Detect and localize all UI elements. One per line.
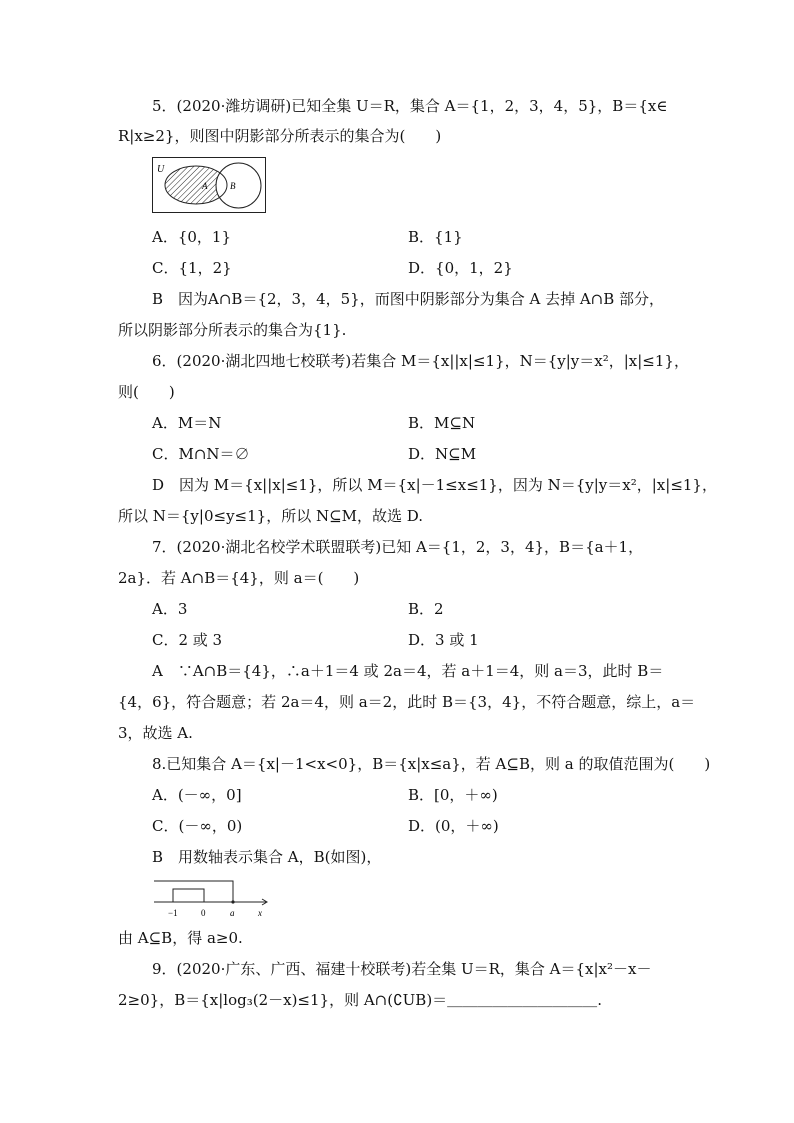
q6-solution-line1: D 因为 M＝{x||x|≤1}，所以 M＝{x|－1≤x≤1}，因为 N＝{y|y＝x²，|x|≤1}， (152, 476, 717, 494)
q5-stem-line1: 5．(2020·潍坊调研)已知全集 U＝R，集合 A＝{1，2，3，4，5}，B＝{x∈ (152, 97, 668, 115)
venn-label-b: B (230, 181, 236, 191)
set-b-bracket (154, 881, 233, 902)
q7-option-b: B．2 (408, 600, 444, 618)
q9-stem-text: 2≥0}，B＝{x|log₃(2－x)≤1}，则 A∩(∁UB)＝ (118, 991, 448, 1009)
q8-solution-line2: 由 A⊆B，得 a≥0. (118, 929, 243, 947)
tick-label-minus-one: −1 (168, 908, 178, 918)
q6-option-b: B．M⊆N (408, 414, 476, 432)
tick-label-a: a (230, 908, 235, 918)
q7-stem-line1: 7．(2020·湖北名校学术联盟联考)已知 A＝{1，2，3，4}，B＝{a＋1， (152, 538, 644, 556)
q6-option-a: A．M＝N (152, 414, 222, 432)
q8-option-b: B．[0，＋∞) (408, 786, 498, 804)
venn-diagram (152, 157, 267, 214)
q7-solution-line3: 3，故选 A. (118, 724, 193, 742)
q6-option-d: D．N⊆M (408, 445, 477, 463)
tick-label-zero: 0 (201, 908, 206, 918)
q8-option-d: D．(0，＋∞) (408, 817, 499, 835)
q5-option-a: A．{0，1} (152, 228, 232, 246)
q5-option-d: D．{0，1，2} (408, 259, 513, 277)
point-a-dot (231, 900, 234, 903)
q7-solution-line2: {4，6}，符合题意；若 2a＝4，则 a＝2，此时 B＝{3，4}，不符合题意，综上，a＝ (118, 693, 696, 711)
q6-stem-line2: 则( ) (118, 383, 175, 401)
q6-option-c: C．M∩N＝∅ (152, 445, 250, 463)
q5-solution-line1: B 因为A∩B＝{2，3，4，5}，而图中阴影部分为集合 A 去掉 A∩B 部分， (152, 290, 665, 308)
q5-solution-line2: 所以阴影部分所表示的集合为{1}. (118, 321, 347, 339)
q8-option-a: A．(－∞，0] (152, 786, 242, 804)
q9-stem-line1: 9．(2020·广东、广西、福建十校联考)若全集 U＝R，集合 A＝{x|x²－x－ (152, 960, 652, 978)
q7-option-d: D．3 或 1 (408, 631, 479, 649)
q8-solution-line1: B 用数轴表示集合 A，B(如图)， (152, 848, 382, 866)
q8-option-c: C．(－∞，0) (152, 817, 243, 835)
q8-stem: 8.已知集合 A＝{x|－1<x<0}，B＝{x|x≤a}，若 A⊆B，则 a 的取值范围为( ) (152, 755, 711, 773)
venn-label-a: A (202, 181, 208, 191)
q5-stem-line2: R|x≥2}，则图中阴影部分所表示的集合为( ) (118, 127, 442, 145)
q9-answer-blank[interactable]: ＿＿＿＿＿＿＿＿＿＿ (447, 991, 598, 1009)
q7-option-a: A．3 (152, 600, 188, 618)
axis-label-x: x (258, 908, 262, 918)
q7-solution-line1: A ∵A∩B＝{4}，∴a＋1＝4 或 2a＝4，若 a＋1＝4，则 a＝3，此时 B＝ (152, 662, 664, 680)
q5-option-b: B．{1} (408, 228, 463, 246)
q7-stem-line2: 2a}．若 A∩B＝{4}，则 a＝( ) (118, 569, 360, 587)
q9-stem-line2 (118, 990, 602, 1010)
q6-solution-line2: 所以 N＝{y|0≤y≤1}，所以 N⊆M，故选 D. (118, 507, 424, 525)
number-line-diagram (150, 876, 275, 920)
set-a-bracket (173, 889, 204, 902)
q5-option-c: C．{1，2} (152, 259, 232, 277)
venn-label-u: U (157, 164, 165, 175)
q6-stem-line1: 6．(2020·湖北四地七校联考)若集合 M＝{x||x|≤1}，N＝{y|y＝x²，|x|≤1}， (152, 352, 689, 370)
q9-period: . (597, 991, 602, 1009)
q7-option-c: C．2 或 3 (152, 631, 223, 649)
